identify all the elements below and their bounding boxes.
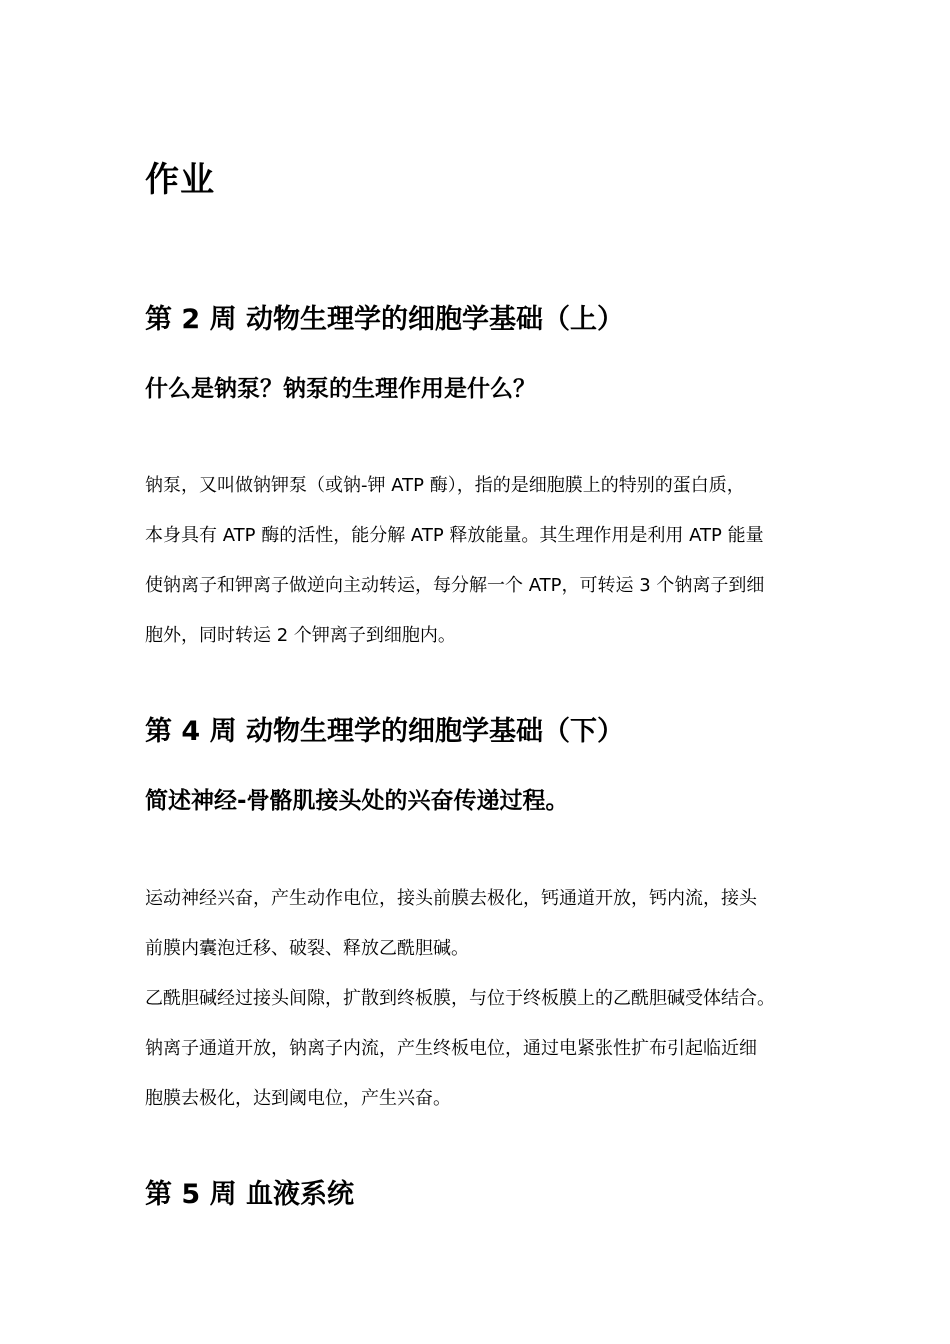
section-heading-week-4: 第 4 周 动物生理学的细胞学基础（下） [145, 716, 624, 747]
question-heading-neuromuscular: 简述神经-骨骼肌接头处的兴奋传递过程。 [145, 788, 569, 814]
answer-line: 胞膜去极化，达到阈电位，产生兴奋。 [145, 1088, 451, 1109]
question-heading-sodium-pump: 什么是钠泵？钠泵的生理作用是什么？ [145, 376, 536, 402]
answer-line: 钠泵，又叫做钠钾泵（或钠-钾 ATP 酶），指的是细胞膜上的特别的蛋白质， [145, 475, 745, 496]
answer-line: 胞外，同时转运 2 个钾离子到细胞内。 [145, 625, 456, 646]
page-title: 作业 [145, 160, 215, 200]
answer-paragraph-sodium-pump [145, 461, 764, 661]
answer-line: 乙酰胆碱经过接头间隙，扩散到终板膜，与位于终板膜上的乙酰胆碱受体结合。 [145, 988, 775, 1009]
answer-paragraph-neuromuscular [145, 874, 775, 1124]
answer-line: 前膜内囊泡迁移、破裂、释放乙酰胆碱。 [145, 938, 469, 959]
answer-line: 运动神经兴奋，产生动作电位，接头前膜去极化，钙通道开放，钙内流，接头 [145, 888, 757, 909]
answer-line: 使钠离子和钾离子做逆向主动转运，每分解一个 ATP，可转运 3 个钠离子到细 [145, 575, 765, 596]
section-heading-week-2: 第 2 周 动物生理学的细胞学基础（上） [145, 304, 624, 335]
answer-line: 钠离子通道开放，钠离子内流，产生终板电位，通过电紧张性扩布引起临近细 [145, 1038, 757, 1059]
answer-line: 本身具有 ATP 酶的活性，能分解 ATP 释放能量。其生理作用是利用 ATP 能量 [145, 525, 764, 546]
section-heading-week-5: 第 5 周 血液系统 [145, 1179, 354, 1210]
